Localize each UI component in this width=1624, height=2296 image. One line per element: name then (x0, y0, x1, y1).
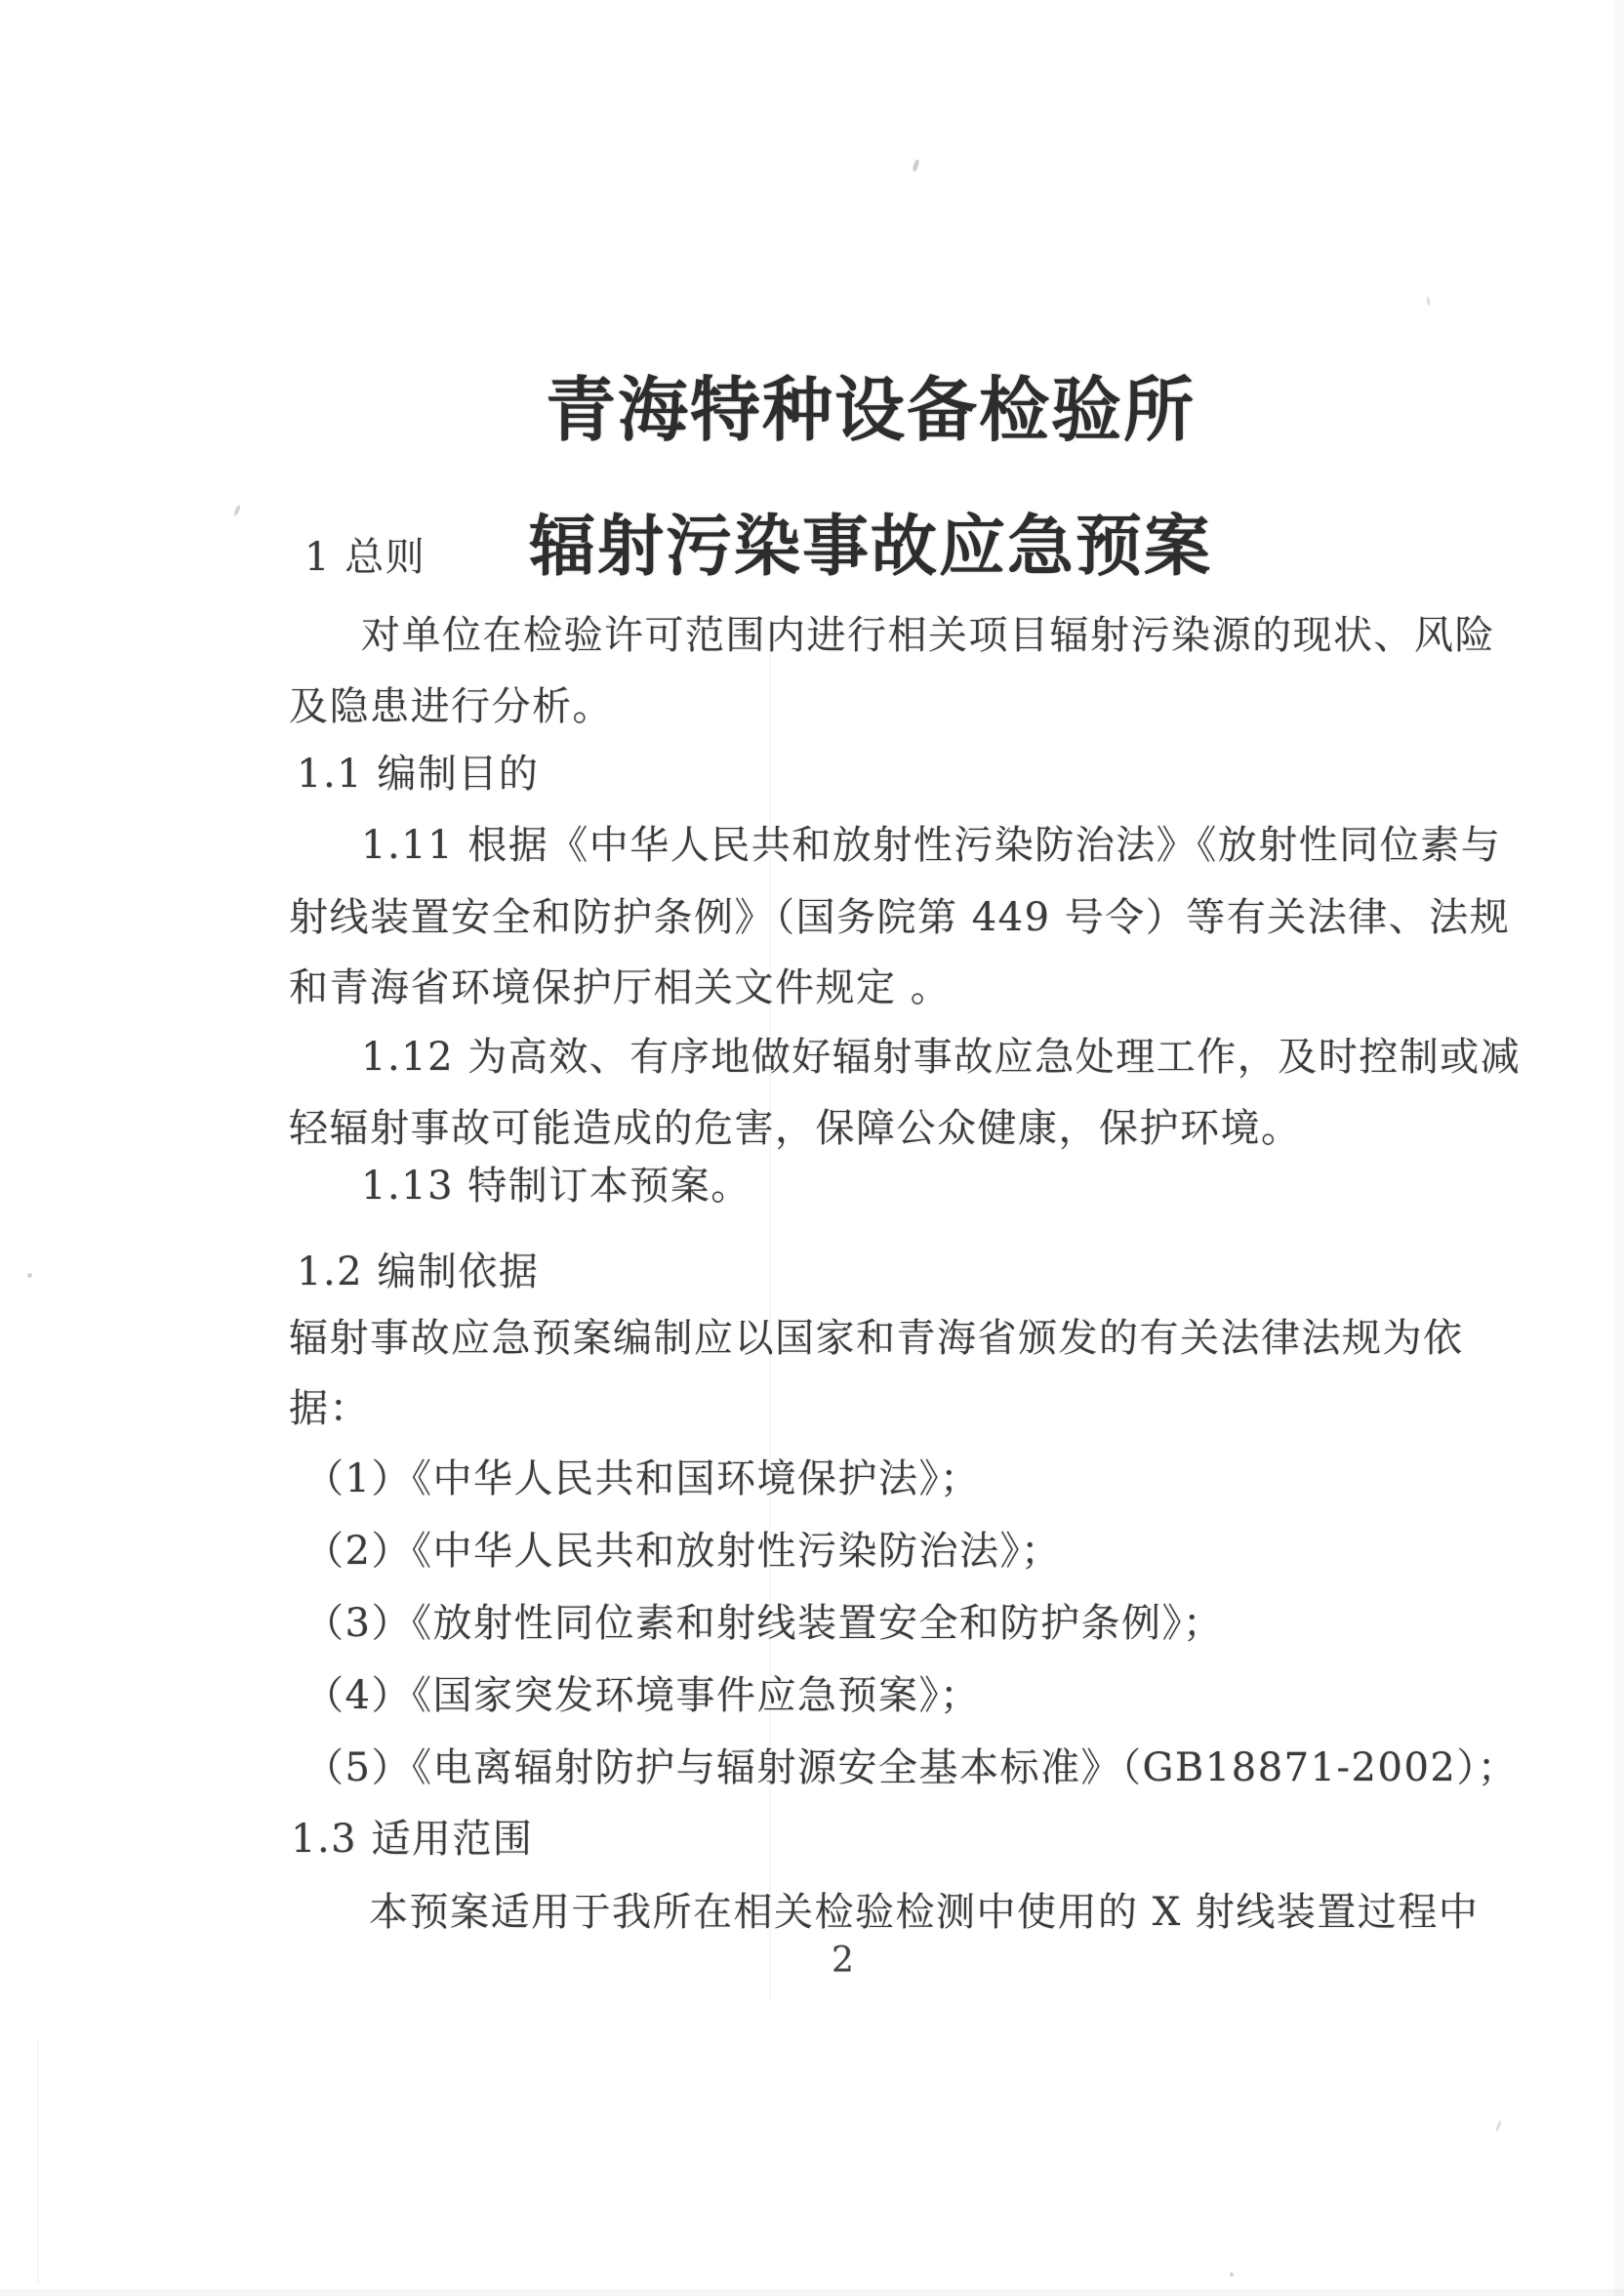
scan-speck (233, 505, 242, 517)
paragraph-line: 和青海省环境保护厅相关文件规定 。 (289, 965, 952, 1010)
section-heading-basis: 1.2 编制依据 (297, 1250, 540, 1294)
scan-speck (1230, 2273, 1234, 2276)
scan-edge-shadow-bottom (0, 2289, 1624, 2296)
paragraph-line: 射线装置安全和防护条例》（国务院第 449 号令）等有关法律、法规 (289, 895, 1511, 940)
paragraph-line: 辐射事故应急预案编制应以国家和青海省颁发的有关法律法规为依 (289, 1316, 1464, 1361)
list-item-5: （5）《电离辐射防护与辐射源安全基本标准》（GB18871-2002）； (304, 1745, 1519, 1790)
list-item-1: （1）《中华人民共和国环境保护法》； (304, 1456, 981, 1501)
paragraph-line: 本预案适用于我所在相关检验检测中使用的 X 射线装置过程中 (369, 1890, 1480, 1935)
paragraph-line: 对单位在检验许可范围内进行相关项目辐射污染源的现状、风险 (361, 613, 1495, 658)
list-item-2: （2）《中华人民共和放射性污染防治法》； (304, 1529, 1062, 1574)
scan-speck (912, 159, 920, 173)
paragraph-line: 1.13 特制订本预案。 (361, 1164, 751, 1209)
scan-edge-shadow-right (1614, 0, 1624, 2296)
scan-streak-artifact (769, 625, 771, 2001)
document-title-line1: 青海特种设备检验所 (545, 368, 1197, 451)
document-title-line2: 辐射污染事故应急预案 (528, 508, 1213, 586)
section-heading-purpose: 1.1 编制目的 (297, 752, 540, 797)
page-number: 2 (832, 1941, 854, 1981)
paragraph-line: 1.11 根据《中华人民共和放射性污染防治法》《放射性同位素与 (361, 823, 1502, 868)
list-item-3: （3）《放射性同位素和射线装置安全和防护条例》； (304, 1601, 1224, 1646)
list-item-4: （4）《国家突发环境事件应急预案》； (304, 1673, 981, 1718)
scan-speck (27, 1273, 32, 1278)
paragraph-line: 轻辐射事故可能造成的危害，保障公众健康，保护环境。 (289, 1106, 1302, 1151)
scan-speck (1426, 297, 1431, 306)
paragraph-line: 1.12 为高效、有序地做好辐射事故应急处理工作，及时控制或减 (361, 1035, 1522, 1080)
paragraph-line: 及隐患进行分析。 (289, 684, 613, 729)
scan-edge-line-left (37, 2040, 39, 2284)
scan-speck (1495, 2120, 1502, 2132)
section-heading-general: 1 总则 (304, 535, 426, 580)
paragraph-line: 据： (289, 1386, 370, 1431)
section-heading-scope: 1.3 适用范围 (291, 1817, 534, 1862)
